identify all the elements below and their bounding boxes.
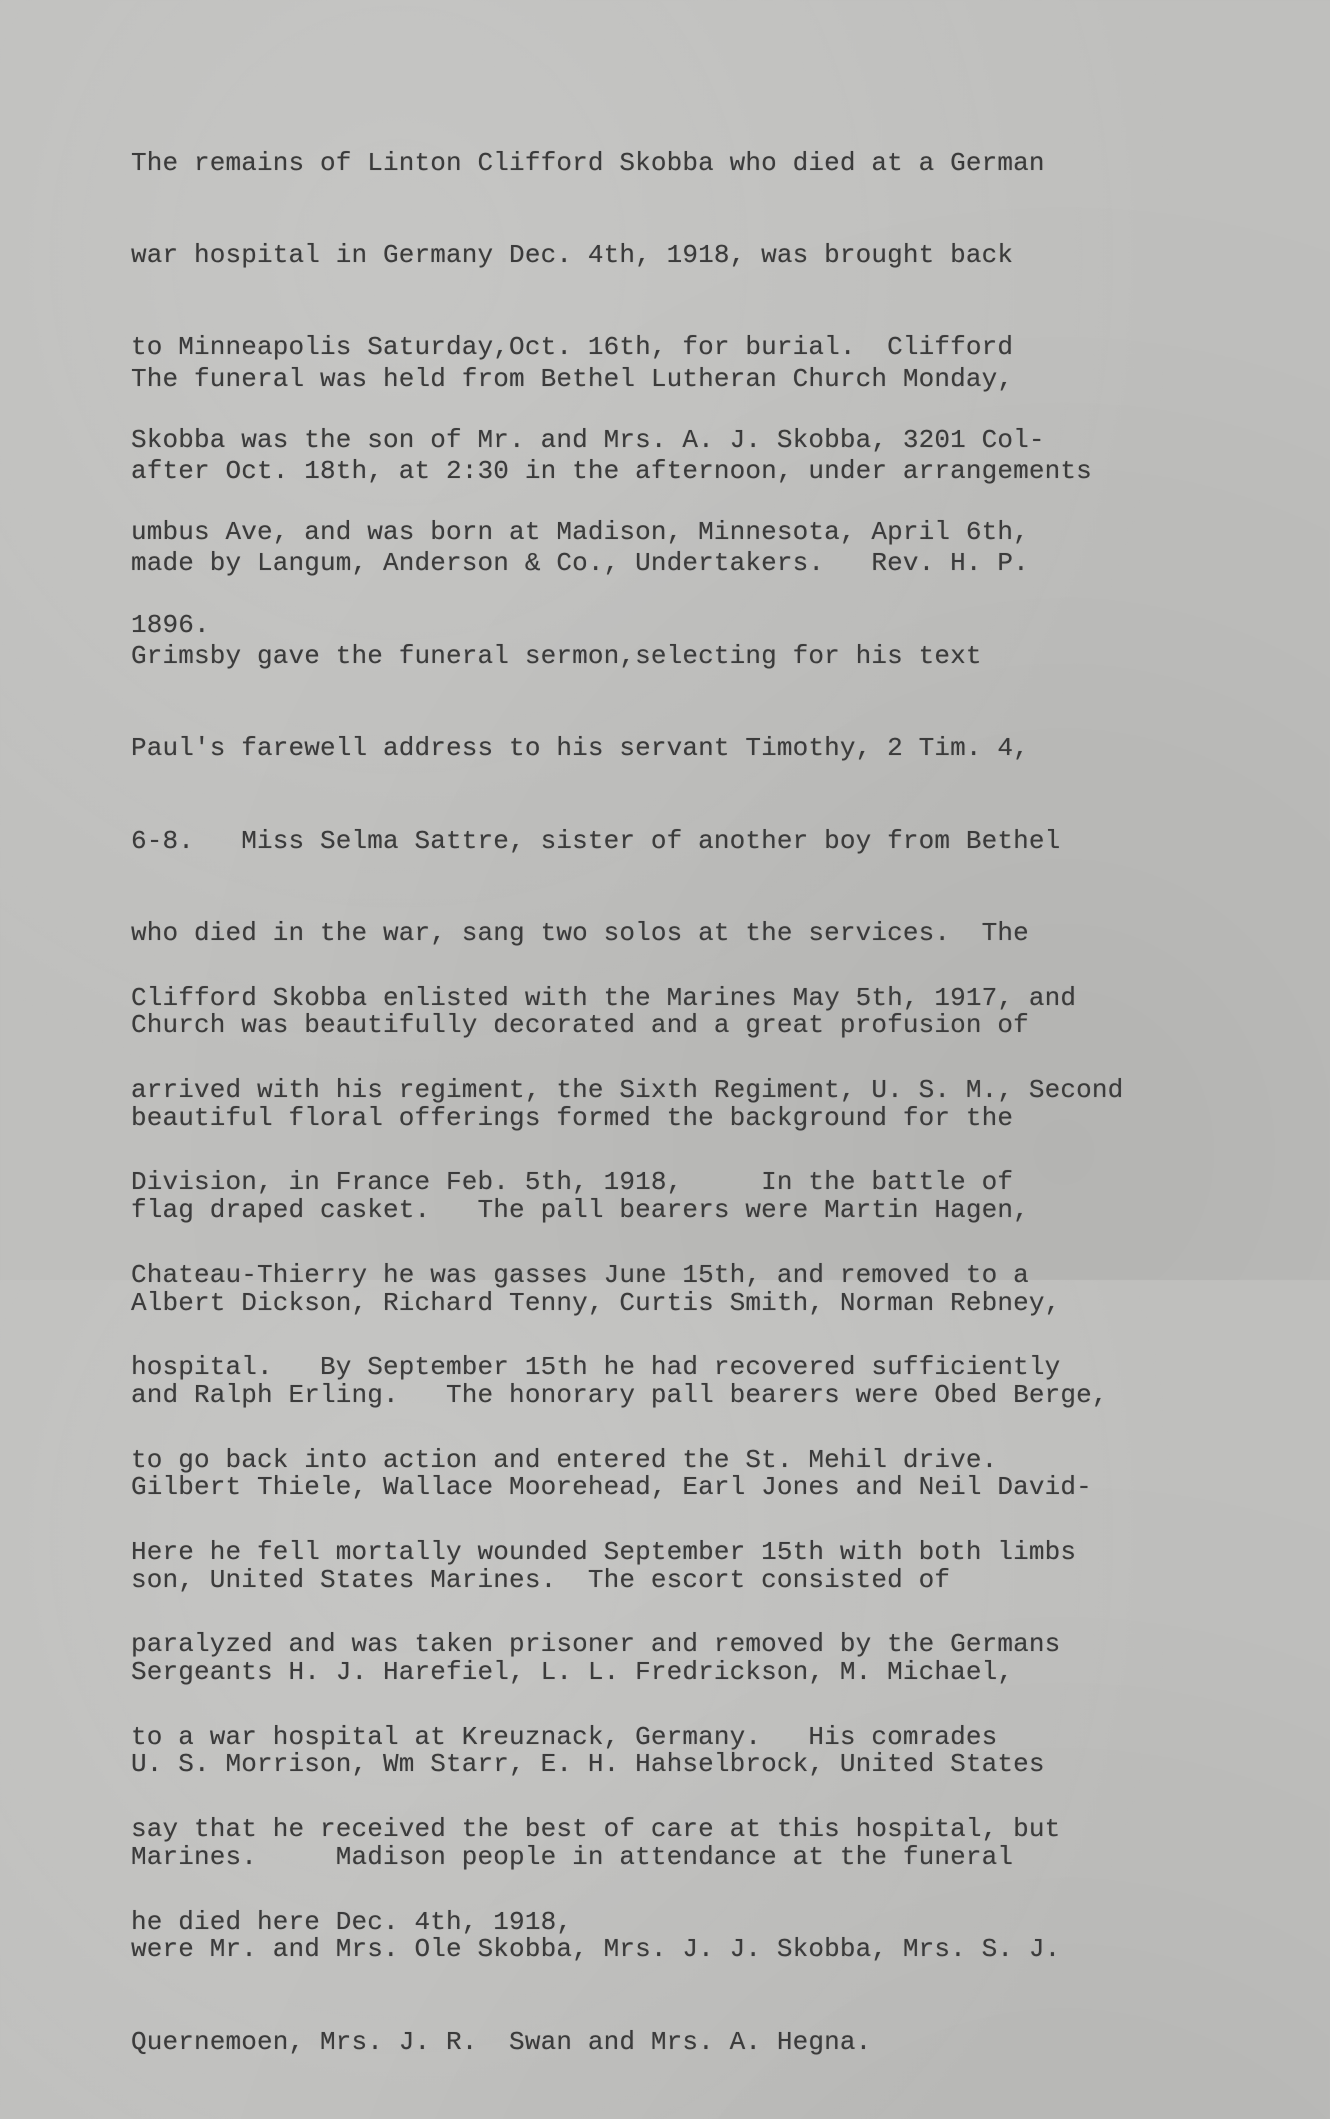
text-line: Church was beautifully decorated and a great profusion of [131,1010,1029,1041]
text-line: The remains of Linton Clifford Skobba who died at a German [131,147,1045,178]
text-line: after Oct. 18th, at 2:30 in the afternoon, under arrangements [131,455,1092,486]
text-line: say that he received the best of care at this hospital, but [131,1814,1061,1845]
text-line: Skobba was the son of Mr. and Mrs. A. J. Skobba, 3201 Col- [131,424,1045,455]
text-line: he died here Dec. 4th, 1918, [131,1906,573,1937]
text-line: beautiful floral offerings formed the background for the [131,1102,1014,1133]
text-line: son, United States Marines. The escort consisted of [131,1564,951,1595]
text-line: Marines. Madison people in attendance at the funeral [131,1841,1014,1872]
text-line: Paul's farewell address to his servant Timothy, 2 Tim. 4, [131,733,1029,764]
text-line: war hospital in Germany Dec. 4th, 1918, was brought back [131,239,1014,270]
text-line: Sergeants H. J. Harefiel, L. L. Fredrickson, M. Michael, [131,1657,1014,1688]
text-line: were Mr. and Mrs. Ole Skobba, Mrs. J. J. Skobba, Mrs. S. J. [131,1934,1061,1965]
paragraph-service [131,921,1123,1999]
text-line: Here he fell mortally wounded September 15th with both limbs [131,1536,1077,1567]
text-line: 6-8. Miss Selma Sattre, sister of another boy from Bethel [131,825,1061,856]
text-line: to go back into action and entered the St. Mehil drive. [131,1444,998,1475]
text-line: hospital. By September 15th he had recovered sufficiently [131,1352,1061,1383]
text-line: paralyzed and was taken prisoner and removed by the Germans [131,1629,1061,1660]
text-line: Gilbert Thiele, Wallace Moorehead, Earl Jones and Neil David- [131,1472,1092,1503]
text-line: and Ralph Erling. The honorary pall bearers were Obed Berge, [131,1379,1108,1410]
text-line: The funeral was held from Bethel Lutheran Church Monday, [131,363,1014,394]
text-line: to a war hospital at Kreuznack, Germany. His comrades [131,1721,998,1752]
text-line: arrived with his regiment, the Sixth Regiment, U. S. M., Second [131,1074,1124,1105]
text-line: Grimsby gave the funeral sermon,selecting for his text [131,640,982,671]
text-line: umbus Ave, and was born at Madison, Minnesota, April 6th, [131,517,1029,548]
text-line: made by Langum, Anderson & Co., Undertakers. Rev. H. P. [131,548,1029,579]
text-line: 1896. [131,609,210,640]
text-line: to Minneapolis Saturday,Oct. 16th, for burial. Clifford [131,332,1014,363]
text-line: who died in the war, sang two solos at the services. The [131,917,1029,948]
text-line: Chateau-Thierry he was gasses June 15th, and removed to a [131,1259,1029,1290]
text-line: Clifford Skobba enlisted with the Marines May 5th, 1917, and [131,982,1077,1013]
text-line: U. S. Morrison, Wm Starr, E. H. Hahselbrock, United States [131,1749,1045,1780]
text-line: flag draped casket. The pall bearers were Martin Hagen, [131,1195,1029,1226]
text-line: Quernemoen, Mrs. J. R. Swan and Mrs. A. Hegna. [131,2026,872,2057]
text-line: Division, in France Feb. 5th, 1918, In the battle of [131,1167,1014,1198]
text-line: Albert Dickson, Richard Tenny, Curtis Smith, Norman Rebney, [131,1287,1061,1318]
